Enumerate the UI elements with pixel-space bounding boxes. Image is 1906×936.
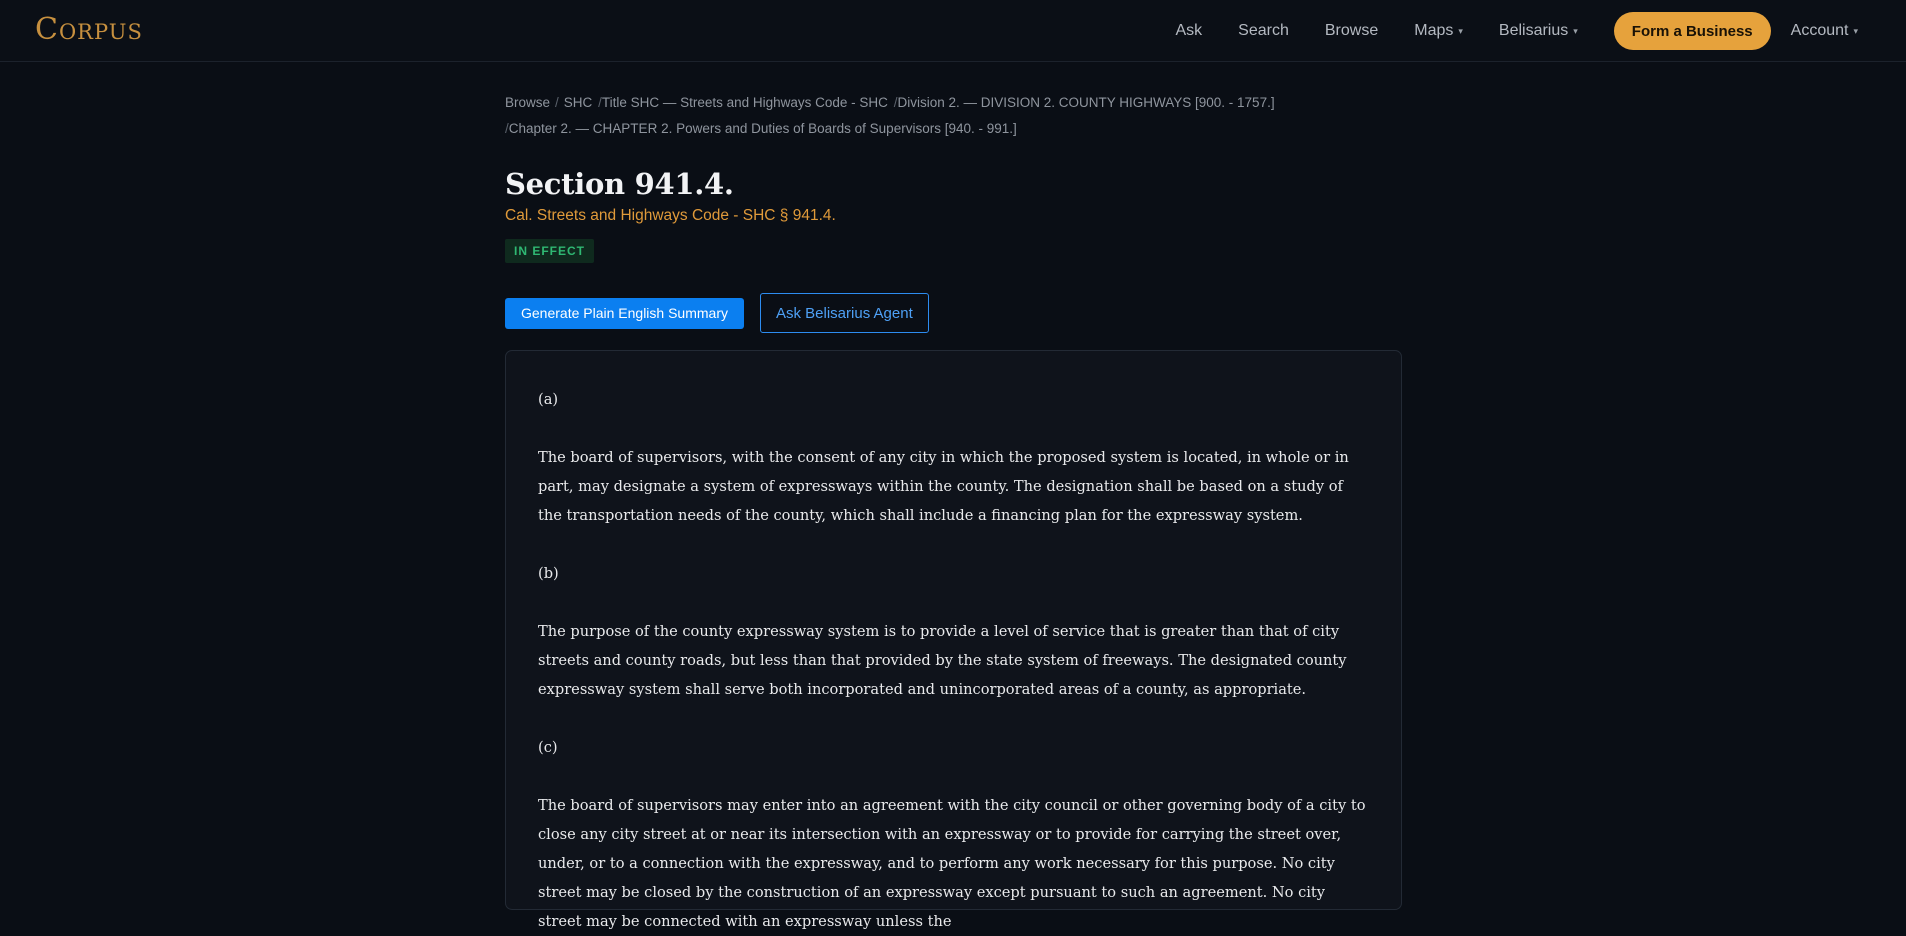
nav-belisarius-dropdown[interactable] bbox=[1499, 22, 1578, 40]
subsection-text-c: The board of supervisors may enter into an agreement with the city council or other governing body of a city to close any city street at or near its intersection with an expressway or to provide for carrying the street over, under, or to a connection with the expressway, and to perform any work necessary for this purpose. No city street may be closed by the construction of an expressway except pursuant to such an agreement. No city street may be connected with an expressway unless the bbox=[538, 791, 1369, 936]
breadcrumb-item-browse[interactable]: Browse bbox=[505, 95, 550, 110]
nav-search[interactable] bbox=[1238, 22, 1289, 40]
breadcrumb-item-title[interactable]: Title SHC — Streets and Highways Code - SHC bbox=[602, 95, 888, 110]
page-title: Section 941.4. bbox=[505, 167, 1402, 201]
top-navigation-bar bbox=[0, 0, 1906, 62]
generate-summary-button[interactable]: Generate Plain English Summary bbox=[505, 298, 744, 329]
main-content bbox=[505, 90, 1402, 910]
nav-browse-label: Browse bbox=[1325, 22, 1378, 40]
breadcrumb-separator: / bbox=[598, 95, 602, 110]
section-citation: Cal. Streets and Highways Code - SHC § 941.4. bbox=[505, 207, 1402, 225]
ask-agent-button[interactable]: Ask Belisarius Agent bbox=[760, 293, 929, 333]
breadcrumb-separator: / bbox=[555, 95, 559, 110]
nav-browse[interactable] bbox=[1325, 22, 1378, 40]
subsection-text-a: The board of supervisors, with the consent of any city in which the proposed system is located, in whole or in part, may designate a system of expressways within the county. The designation shall be based on a study of the transportation needs of the county, which shall include a financing plan for the expressway system. bbox=[538, 443, 1369, 530]
subsection-text-b: The purpose of the county expressway system is to provide a level of service that is greater than that of city streets and county roads, but less than that provided by the state system of freeways. The designated county expressway system shall serve both incorporated and unincorporated areas of a county, as appropriate. bbox=[538, 617, 1369, 704]
breadcrumb-line-1 bbox=[505, 90, 1402, 116]
breadcrumb-separator: / bbox=[894, 95, 898, 110]
nav-maps-dropdown[interactable] bbox=[1414, 22, 1463, 40]
chevron-down-icon: ▾ bbox=[1458, 26, 1463, 37]
form-a-business-button[interactable]: Form a Business bbox=[1614, 12, 1771, 50]
breadcrumb-line-2 bbox=[505, 116, 1402, 142]
main-nav bbox=[1176, 0, 1906, 62]
nav-ask-label: Ask bbox=[1176, 22, 1203, 40]
subsection-label-b: (b) bbox=[538, 559, 1369, 588]
nav-account-dropdown[interactable] bbox=[1791, 22, 1858, 40]
status-badge: IN EFFECT bbox=[505, 239, 594, 263]
nav-search-label: Search bbox=[1238, 22, 1289, 40]
nav-belisarius-label: Belisarius bbox=[1499, 22, 1568, 40]
subsection-label-a: (a) bbox=[538, 385, 1369, 414]
breadcrumb-item-shc[interactable]: SHC bbox=[564, 95, 593, 110]
breadcrumb-separator: / bbox=[505, 121, 509, 136]
nav-ask[interactable] bbox=[1176, 22, 1203, 40]
breadcrumb-item-chapter[interactable]: Chapter 2. — CHAPTER 2. Powers and Duties of Boards of Supervisors [940. - 991.] bbox=[509, 121, 1017, 136]
action-bar bbox=[505, 293, 1402, 333]
chevron-down-icon: ▾ bbox=[1573, 26, 1578, 37]
nav-maps-label: Maps bbox=[1414, 22, 1453, 40]
breadcrumb-item-division[interactable]: Division 2. — DIVISION 2. COUNTY HIGHWAYS [900. - 1757.] bbox=[897, 95, 1274, 110]
breadcrumb bbox=[505, 90, 1402, 142]
chevron-down-icon: ▾ bbox=[1853, 26, 1858, 37]
corpus-logo[interactable]: Corpus bbox=[35, 12, 143, 47]
subsection-label-c: (c) bbox=[538, 733, 1369, 762]
statute-text-card bbox=[505, 350, 1402, 910]
nav-account-label: Account bbox=[1791, 22, 1849, 40]
